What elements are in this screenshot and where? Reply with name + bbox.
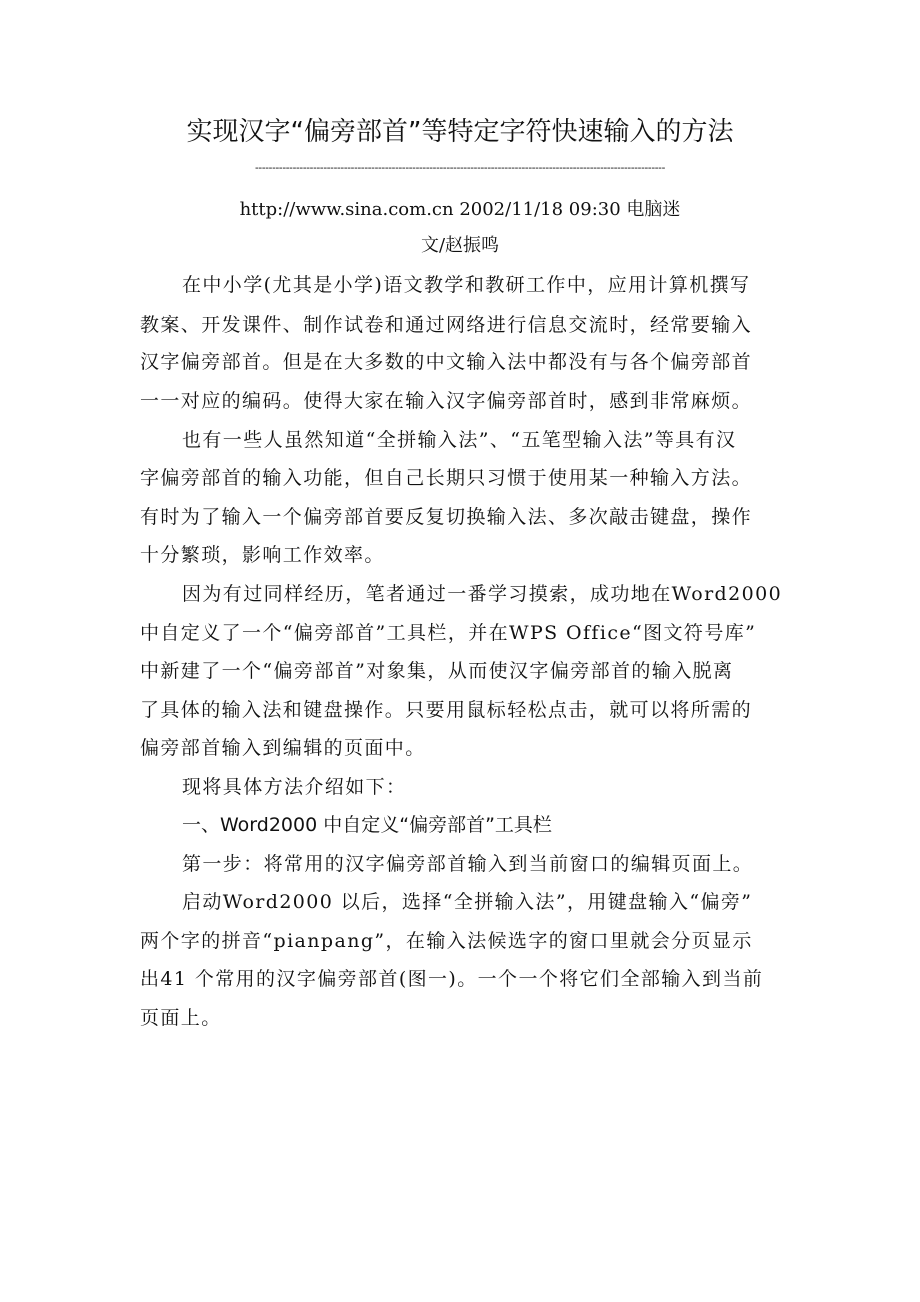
body-line: 启动Word2000 以后，选择“全拼输入法”，用键盘输入“偏旁” [182, 891, 753, 913]
source-line: http://www.sina.com.cn 2002/11/18 09:30 电脑迷 [239, 199, 681, 220]
section-heading: 一、Word2000 中自定义“偏旁部首”工具栏 [182, 814, 552, 836]
body-line: 因为有过同样经历，笔者通过一番学习摸索，成功地在Word2000 [182, 583, 783, 605]
body-line: 中新建了一个“偏旁部首”对象集，从而使汉字偏旁部首的输入脱离 [140, 660, 734, 682]
body-line: 教案、开发课件、制作试卷和通过网络进行信息交流时，经常要输入 [140, 314, 753, 336]
body-line: 字偏旁部首的输入功能，但自己长期只习惯于使用某一种输入方法。 [140, 467, 753, 489]
body-line: 两个字的拼音“pianpang”，在输入法候选字的窗口里就会分页显示 [140, 930, 753, 952]
body-line: 也有一些人虽然知道“全拼输入法”、“五笔型输入法”等具有汉 [182, 429, 737, 451]
body-line: 现将具体方法介绍如下： [182, 776, 407, 798]
body-line: 页面上。 [140, 1007, 222, 1029]
body-line: 汉字偏旁部首。但是在大多数的中文输入法中都没有与各个偏旁部首 [140, 351, 753, 373]
body-line: 了具体的输入法和键盘操作。只要用鼠标轻松点击，就可以将所需的 [140, 699, 753, 721]
author-line: 文/赵振鸣 [420, 235, 500, 256]
document-title: 实现汉字“偏旁部首”等特定字符快速输入的方法 [186, 117, 734, 147]
body-line: 在中小学(尤其是小学)语文教学和教研工作中，应用计算机撰写 [182, 274, 751, 296]
body-line: 出41 个常用的汉字偏旁部首(图一)。一个一个将它们全部输入到当前 [140, 968, 764, 990]
title-divider: ------------------------------------------------------------------------------------------------------------------------ [254, 161, 666, 174]
body-line: 一一对应的编码。使得大家在输入汉字偏旁部首时，感到非常麻烦。 [140, 390, 753, 412]
body-line: 中自定义了一个“偏旁部首”工具栏，并在WPS Office“图文符号库” [140, 622, 757, 644]
body-line: 第一步：将常用的汉字偏旁部首输入到当前窗口的编辑页面上。 [182, 853, 754, 875]
body-line: 偏旁部首输入到编辑的页面中。 [140, 737, 426, 759]
body-line: 十分繁琐，影响工作效率。 [140, 544, 385, 566]
body-line: 有时为了输入一个偏旁部首要反复切换输入法、多次敲击键盘，操作 [140, 506, 753, 528]
